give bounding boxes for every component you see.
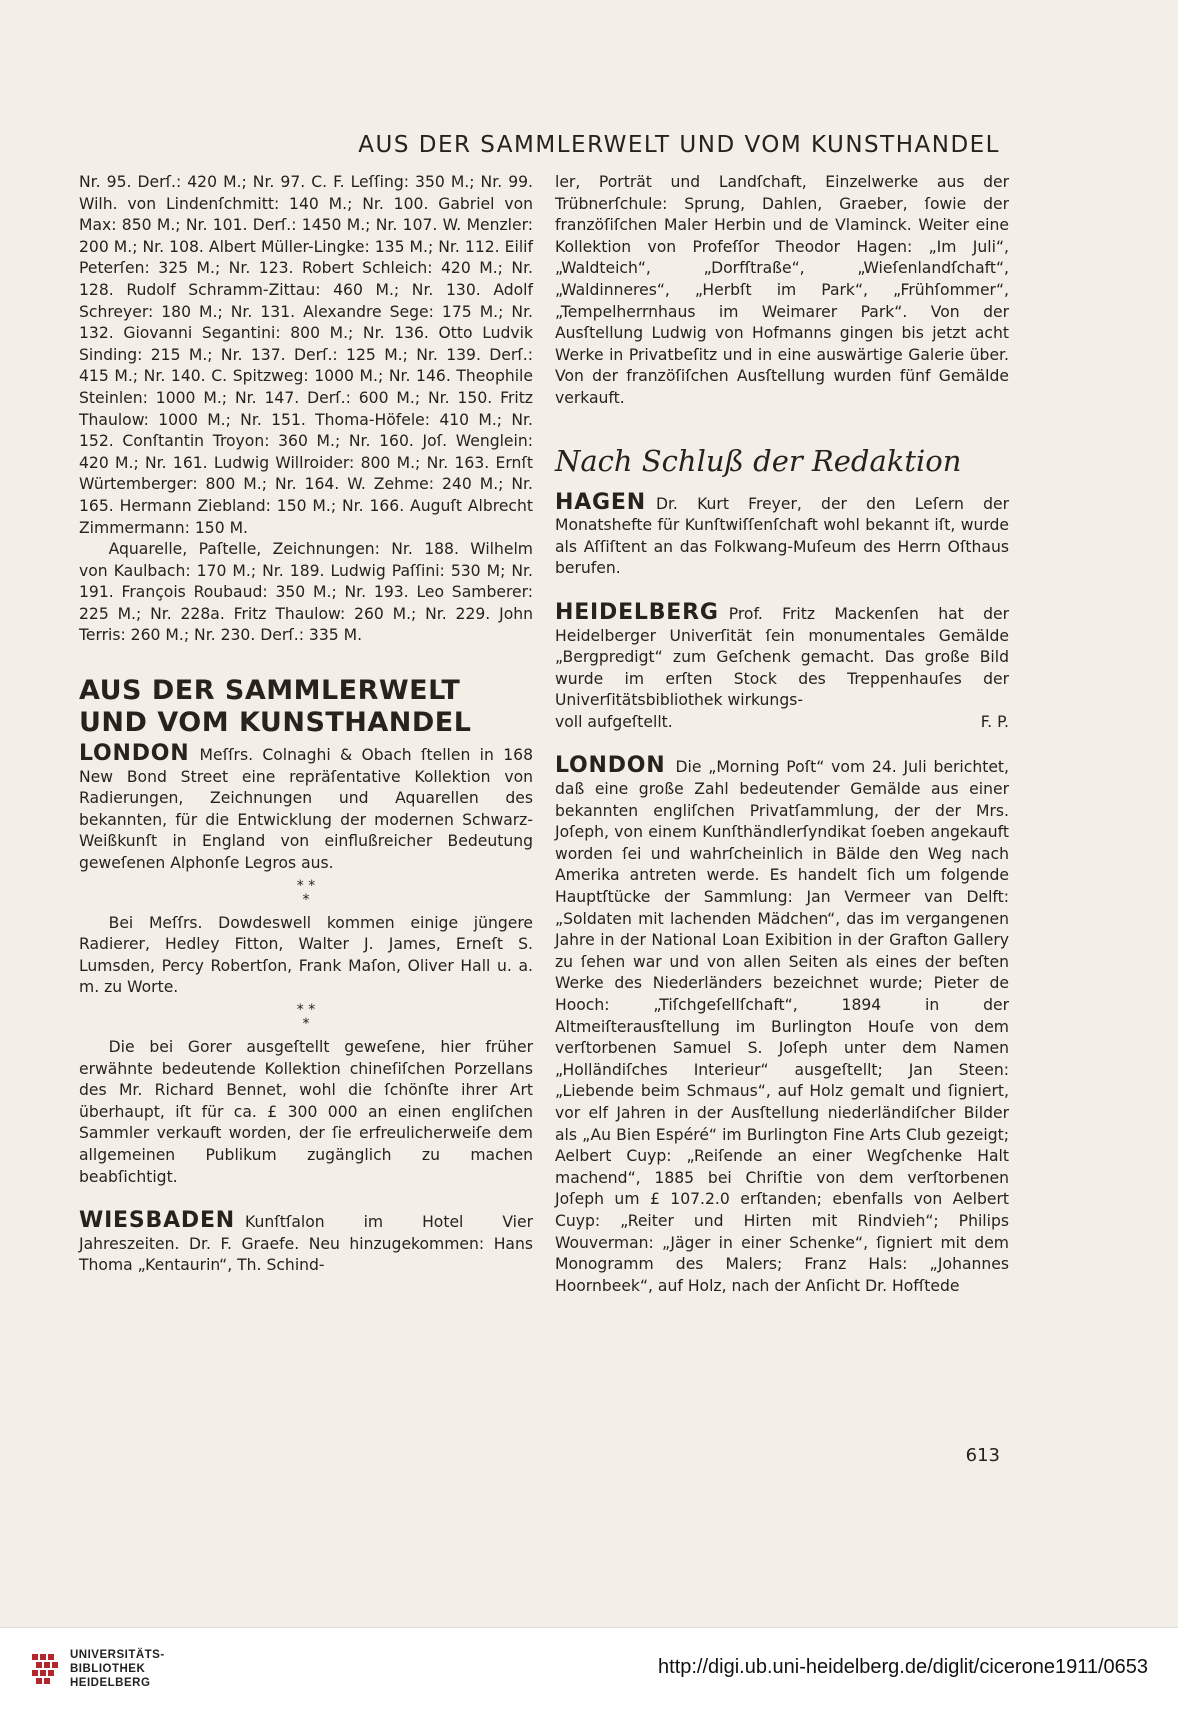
stars-bottom: * bbox=[302, 891, 310, 908]
gorer-paragraph: Die bei Gorer ausgeſtellt geweſene, hier früher erwähnte bedeutende Kollektion chineſiſchen Porzellans des Mr. Richard Bennet, wohl die ſchönſte ihrer Art überhaupt, iſt für ca. £ 300 000 an einen engliſchen Sammler verkauft worden, der ſie erfreulicherweiſe dem allgemeinen Publikum zugänglich zu machen beabſichtigt. bbox=[79, 1038, 533, 1186]
hagen-paragraph bbox=[555, 489, 1009, 580]
wiesbaden-text: Kunſtſalon im Hotel Vier Jahreszeiten. Dr. F. Graefe. Neu hinzugekommen: Hans Thoma „Kentaurin“, Th. Schind- bbox=[79, 1213, 533, 1275]
page-number: 613 bbox=[965, 1445, 1000, 1466]
hagen-text: Dr. Kurt Freyer, der den Leſern der Monatshefte für Kunſtwiſſenſchaft wohl bekannt iſt, wurde als Aſſiſtent an das Folkwang-Muſeum des Herrn Oſthaus berufen. bbox=[555, 494, 1009, 578]
continued-paragraph: ler, Porträt und Landſchaft, Einzelwerke aus der Trübnerſchule: Sprung, Dahlen, Graeber, ſowie der franzöſiſchen Maler Herbin und de Vlaminck. Weiter eine Kollektion von Profeſſor Theodor Hagen: „Im Juli“, „Waldteich“, „Dorfſtraße“, „Wieſenlandſchaft“, „Waldinneres“, „Herbſt im Park“, „Frühſommer“, „Tempelherrnhaus im Weimarer Park“. Von der Ausſtellung Ludwig von Hofmanns gingen bis jetzt acht Werke in Privatbeſitz und in eine auswärtige Galerie über. Von der franzöſiſchen Ausſtellung wurden fünf Gemälde verkauft. bbox=[555, 173, 1009, 407]
london-text: Meſſrs. Colnaghi & Obach ſtellen in 168 New Bond Street eine repräſentative Kollektion von Radierungen, Zeichnungen und Aquarellen des bekannten, für die Entwicklung der modernen Schwarz-Weißkunſt in England von einflußreicher Bedeutung geweſenen Alphonſe Legros aus. bbox=[79, 746, 533, 873]
footer-bar bbox=[0, 1627, 1178, 1712]
dowdeswell-paragraph: Bei Meſſrs. Dowdeswell kommen einige jüngere Radierer, Hedley Fitton, Walter J. James, Erneſt S. Lumsden, Percy Robertſon, Frank Maſon, Oliver Hall u. a. m. zu Worte. bbox=[79, 913, 533, 997]
library-name bbox=[70, 1648, 165, 1690]
running-head: AUS DER SAMMLERWELT UND VOM KUNSTHANDEL bbox=[358, 132, 1000, 158]
right-column bbox=[555, 172, 1009, 1297]
heidelberg-last: voll aufgeſtellt. bbox=[555, 712, 673, 731]
wiesbaden-lead: WIESBADEN bbox=[79, 1208, 236, 1234]
heidelberg-signature: F. P. bbox=[980, 712, 1009, 731]
london-text-right: Die „Morning Poſt“ vom 24. Juli berichtet, daß eine große Zahl bedeutender Gemälde aus einer bekannten engliſchen Privatſammlung, der der Mrs. Joſeph, von einem Kunſthändlerſyndikat ſoeben angekauft worden ſei und wahrſcheinlich in Bälde den Weg nach Amerika antreten werde. Es handelt ſich um folgende Hauptſtücke der Sammlung: Jan Vermeer van Delft: „Soldaten mit lachenden Mädchen“, das im vergangenen Jahre in der National Loan Exibition in der Grafton Gallery zu ſehen war und von allen Seiten als eines der beſten Werke des Niederländers bezeichnet wurde; Pieter de Hooch: „Tiſchgeſellſchaft“, 1894 in der Altmeiſterausſtellung im Burlington Houſe von dem verſtorbenen Samuel S. Joſeph unter dem Namen „Holländiſches Interieur“ ausgeſtellt; Jan Steen: „Liebende beim Schmaus“, auf Holz gemalt und ſigniert, vor elf Jahren in der Ausſtellung niederländiſcher Bilder als „Au Bien Espéré“ im Burlington Fine Arts Club gezeigt; Aelbert Cuyp: „Reiſende an einer Wegſchenke Halt machend“, 1885 bei Chriſtie von dem verſtorbenen Joſeph um £ 107.2.0 erſtanden; ebenfalls von Aelbert Cuyp: „Reiter und Hirten mit Rindvieh“; Philips Wouverman: „Jäger in einer Schenke“, ſigniert mit dem Monogramm des Malers; Franz Hals: „Johannes Hoornbeek“, auf Holz, nach der Anſicht Dr. Hofſtede bbox=[555, 758, 1009, 1295]
hagen-lead: HAGEN bbox=[555, 489, 646, 515]
library-line3: HEIDELBERG bbox=[70, 1677, 151, 1689]
london-lead-right: LONDON bbox=[555, 753, 666, 779]
library-logo-icon bbox=[30, 1650, 64, 1690]
london-morning-post-paragraph bbox=[555, 755, 1009, 1297]
heidelberg-text: Prof. Fritz Mackenſen hat der Heidelberger Univerſität ſein monumentales Gemälde „Bergpredigt“ zum Geſchenk gemacht. Das große Bild wurde im erſten Stock des Treppenhauſes der Univerſitätsbibliothek wirkungs- bbox=[555, 604, 1009, 710]
library-line1: UNIVERSITÄTS- bbox=[70, 1649, 165, 1661]
section-title-line1: AUS DER SAMMLERWELT bbox=[79, 675, 461, 707]
section-title-line2: UND VOM KUNSTHANDEL bbox=[79, 707, 472, 739]
london-lead: LONDON bbox=[79, 741, 190, 767]
section-title bbox=[79, 675, 533, 739]
heidelberg-lead: HEIDELBERG bbox=[555, 599, 719, 625]
library-line2: BIBLIOTHEK bbox=[70, 1663, 146, 1675]
left-column bbox=[79, 172, 533, 1277]
separator-stars bbox=[79, 879, 533, 907]
separator-stars-2 bbox=[79, 1003, 533, 1031]
price-list-paragraph: Nr. 95. Derſ.: 420 M.; Nr. 97. C. F. Leſſing: 350 M.; Nr. 99. Wilh. von Lindenſchmitt: 140 M.; Nr. 100. Gabriel von Max: 850 M.; Nr. 101. Derſ.: 1450 M.; Nr. 107. W. Menzler: 200 M.; Nr. 108. Albert Müller-Lingke: 135 M.; Nr. 112. Eilif Peterſen: 325 M.; Nr. 123. Robert Schleich: 420 M.; Nr. 128. Rudolf Schramm-Zittau: 460 M.; Nr. 130. Adolf Schreyer: 180 M.; Nr. 131. Alexandre Sege: 175 M.; Nr. 132. Giovanni Segantini: 800 M.; Nr. 136. Otto Ludvik Sinding: 215 M.; Nr. 137. Derſ.: 125 M.; Nr. 139. Derſ.: 415 M.; Nr. 140. C. Spitzweg: 1000 M.; Nr. 146. Theophile Steinlen: 1000 M.; Nr. 147. Derſ.: 600 M.; Nr. 150. Fritz Thaulow: 1000 M.; Nr. 151. Thoma-Höfele: 410 M.; Nr. 152. Conſtantin Troyon: 360 M.; Nr. 160. Joſ. Wenglein: 420 M.; Nr. 161. Ludwig Willroider: 800 M.; Nr. 163. Ernſt Würtemberger: 800 M.; Nr. 164. W. Zehme: 240 M.; Nr. 165. Hermann Ziebland: 150 M.; Nr. 166. Auguſt Albrecht Zimmermann: 150 M. bbox=[79, 173, 533, 537]
stars-top: * * bbox=[296, 877, 316, 894]
wiesbaden-paragraph bbox=[79, 1210, 533, 1277]
source-url-link[interactable]: http://digi.ub.uni-heidelberg.de/diglit/cicerone1911/0653 bbox=[658, 1656, 1148, 1678]
break-title: Nach Schluß der Redaktion bbox=[555, 443, 962, 478]
stars-top: * * bbox=[296, 1002, 316, 1018]
heidelberg-closing-line bbox=[555, 712, 1009, 734]
stars-bottom: * bbox=[302, 1016, 310, 1032]
heidelberg-paragraph bbox=[555, 599, 1009, 712]
london-colnaghi-paragraph bbox=[79, 743, 533, 875]
watercolor-price-paragraph: Aquarelle, Paſtelle, Zeichnungen: Nr. 188. Wilhelm von Kaulbach: 170 M.; Nr. 189. Ludwig Paſſini: 530 M; Nr. 191. François Roubaud: 350 M.; Nr. 193. Leo Samberer: 225 M.; Nr. 228a. Fritz Thaulow: 260 M.; Nr. 229. John Terris: 260 M.; Nr. 230. Derſ.: 335 M. bbox=[79, 540, 533, 645]
